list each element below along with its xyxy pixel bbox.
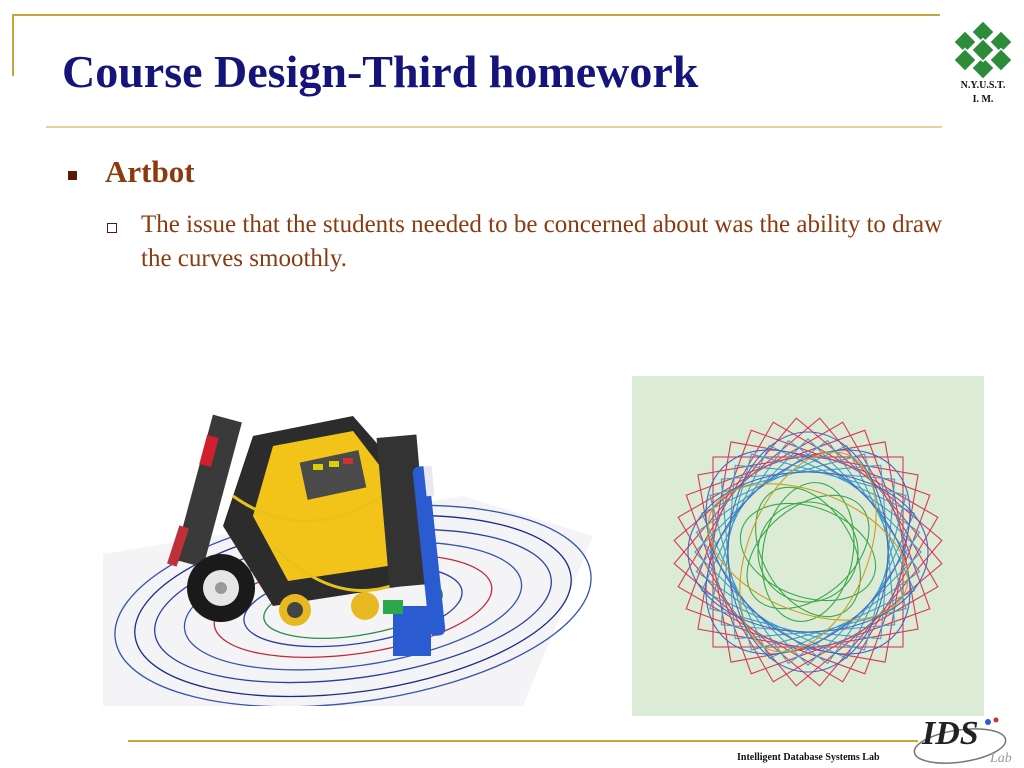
university-logo	[946, 22, 1020, 106]
frame-left-rule	[12, 14, 14, 76]
footer-lab-name: Intelligent Database Systems Lab	[737, 752, 880, 763]
spirograph-drawing-photo	[632, 376, 984, 716]
flower-logo-icon	[953, 22, 1013, 78]
artbot-robot-photo	[103, 376, 593, 706]
ids-lab-logo-icon	[910, 712, 1020, 766]
bullet-subtext: The issue that the students needed to be concerned about was the ability to draw the curves smoothly.	[141, 211, 943, 272]
logo-text-line2: I. M.	[972, 94, 994, 105]
bullet-heading: Artbot	[105, 154, 195, 189]
hollow-square-bullet-icon	[107, 223, 117, 233]
slide-title: Course Design-Third homework	[62, 46, 699, 97]
logo-text-line1: N.Y.U.S.T.	[960, 80, 1006, 91]
frame-top-rule	[12, 14, 940, 16]
footer-divider	[128, 740, 918, 742]
ids-logo-subtext: Lab	[990, 751, 1012, 766]
ids-logo-text: IDS	[922, 715, 979, 752]
title-divider	[46, 126, 942, 128]
square-bullet-icon	[68, 171, 77, 180]
